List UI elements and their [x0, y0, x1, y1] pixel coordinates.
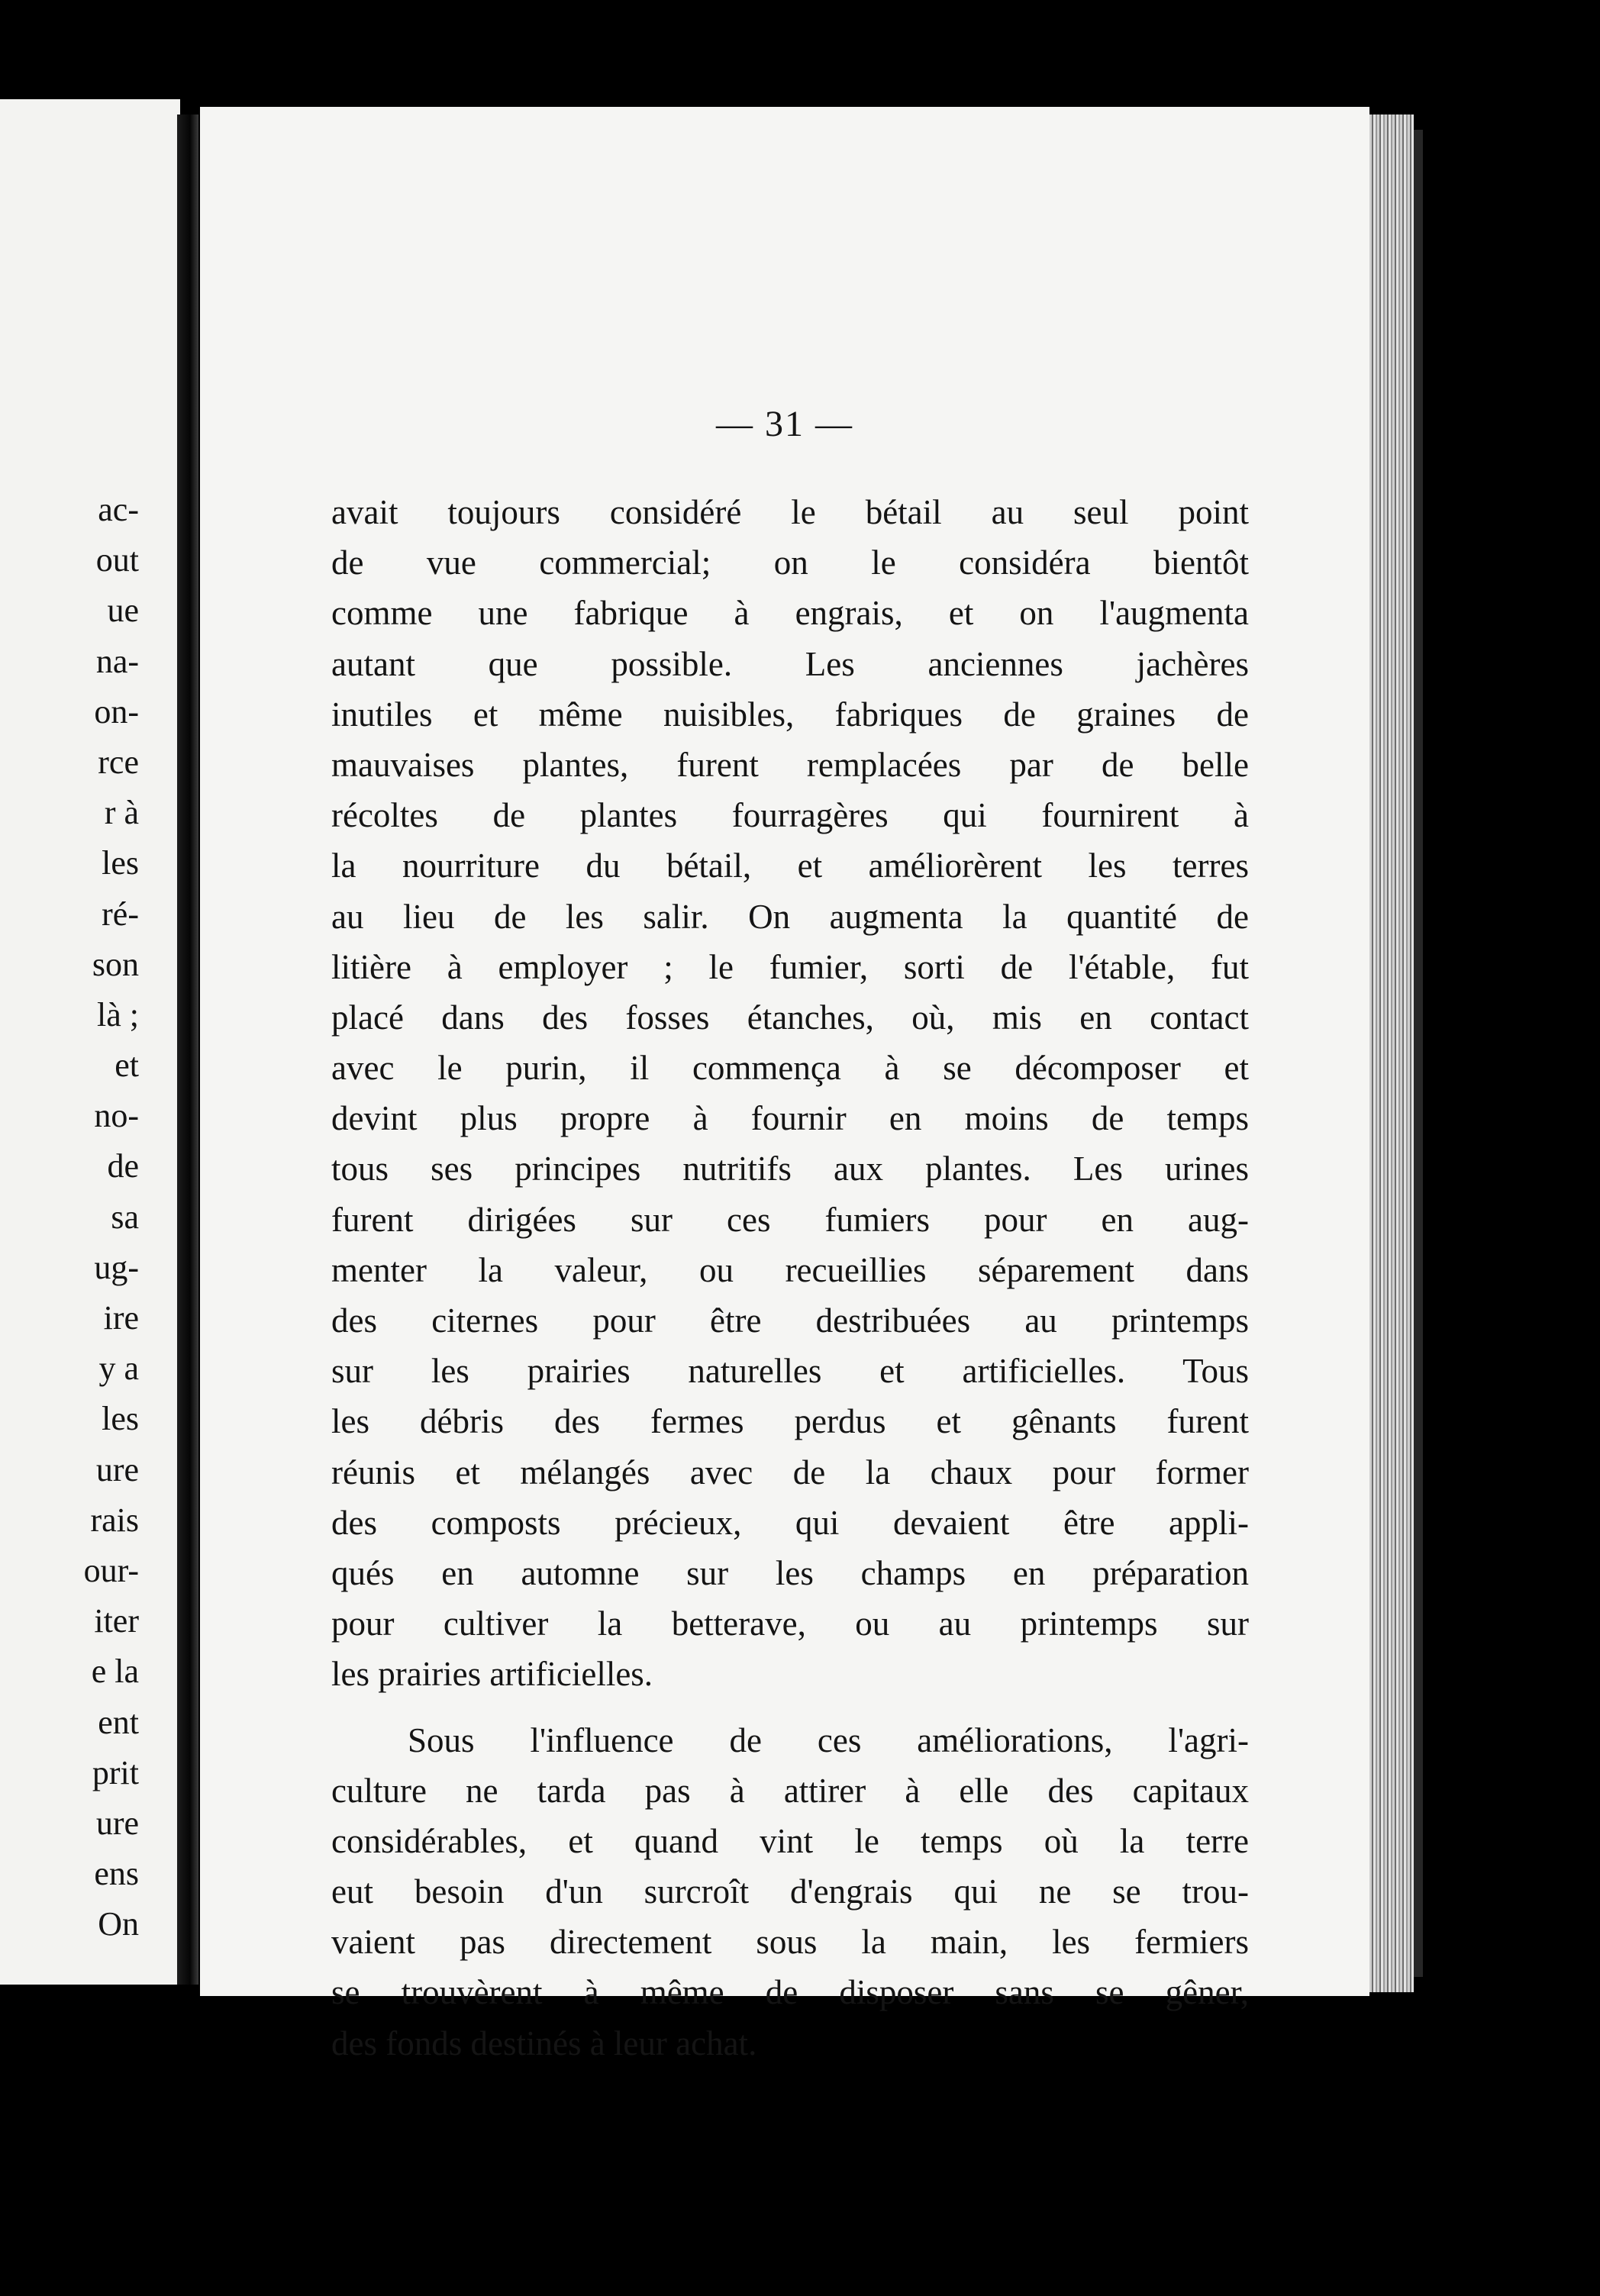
text-line: au lieu de les salir. On augmenta la quantité de: [331, 897, 1249, 936]
left-page: [0, 99, 180, 1985]
text-line: sur les prairies naturelles et artificielles. Tous: [331, 1352, 1249, 1391]
left-page-line-fragment: r à: [104, 794, 139, 832]
text-line: les débris des fermes perdus et gênants furent: [331, 1402, 1249, 1441]
text-line: autant que possible. Les anciennes jachères: [331, 644, 1249, 683]
left-page-line-fragment: ue: [107, 592, 139, 630]
left-page-line-fragment: là ;: [97, 995, 139, 1034]
left-page-line-fragment: on-: [94, 692, 139, 730]
text-line: eut besoin d'un surcroît d'engrais qui ne se trou-: [331, 1872, 1249, 1911]
text-line: les prairies artificielles.: [331, 1655, 653, 1694]
text-line: récoltes de plantes fourragères qui fournirent à: [331, 796, 1249, 835]
left-page-line-fragment: ure: [95, 1450, 139, 1488]
left-page-line-fragment: na-: [95, 642, 139, 680]
text-line: pour cultiver la betterave, ou au printemps sur: [331, 1604, 1249, 1643]
left-page-line-fragment: rce: [98, 743, 139, 781]
text-line: tous ses principes nutritifs aux plantes. Les urines: [331, 1150, 1249, 1188]
text-line: réunis et mélangés avec de la chaux pour former: [331, 1453, 1249, 1491]
text-line: des fonds destinés à leur achat.: [331, 2024, 757, 2062]
left-page-line-fragment: prit: [92, 1753, 139, 1791]
left-page-line-fragment: out: [95, 541, 139, 579]
text-line: furent dirigées sur ces fumiers pour en aug-: [331, 1200, 1249, 1239]
left-page-line-fragment: les: [102, 1400, 139, 1438]
left-page-line-fragment: no-: [94, 1097, 139, 1135]
left-page-line-fragment: y a: [98, 1350, 139, 1388]
paragraph-1: [331, 487, 1249, 1700]
text-line: mauvaises plantes, furent remplacées par de belle: [331, 745, 1249, 784]
text-line: des citernes pour être destribuées au printemps: [331, 1301, 1249, 1340]
left-page-line-fragment: son: [92, 945, 139, 983]
page-number: — 31 —: [716, 404, 853, 444]
page-body-text: [331, 487, 1249, 2069]
left-page-line-fragment: iter: [94, 1602, 139, 1640]
page-edges: [1369, 114, 1414, 1992]
text-line: se trouvèrent à même de disposer sans se gêner,: [331, 1973, 1249, 2012]
left-page-line-fragment: our-: [83, 1551, 139, 1589]
text-line: comme une fabrique à engrais, et on l'augmenta: [331, 594, 1249, 633]
left-page-line-fragment: les: [102, 844, 139, 882]
left-page-line-fragment: ure: [95, 1804, 139, 1842]
book-gutter: [177, 114, 198, 1985]
text-line: litière à employer ; le fumier, sorti de l'étable, fut: [331, 947, 1249, 986]
left-page-line-fragment: ent: [98, 1703, 139, 1741]
paragraph-spacer: [331, 1700, 1249, 1715]
text-line: devint plus propre à fournir en moins de temps: [331, 1099, 1249, 1138]
left-page-line-fragment: ug-: [94, 1248, 139, 1286]
left-page-line-fragment: On: [98, 1905, 139, 1943]
left-page-line-fragment: rais: [90, 1501, 139, 1539]
text-line: placé dans des fosses étanches, où, mis en contact: [331, 998, 1249, 1037]
left-page-line-fragment: de: [107, 1147, 139, 1185]
text-line: avec le purin, il commença à se décomposer et: [331, 1049, 1249, 1088]
left-page-text-fragments: [84, 485, 139, 1949]
left-page-line-fragment: e la: [91, 1653, 139, 1691]
left-page-line-fragment: sa: [111, 1198, 139, 1236]
left-page-line-fragment: ire: [103, 1299, 139, 1337]
text-line: la nourriture du bétail, et améliorèrent les terres: [331, 846, 1249, 885]
paragraph-2: [331, 1715, 1249, 2069]
text-line: des composts précieux, qui devaient être appli-: [331, 1503, 1249, 1542]
text-line: avait toujours considéré le bétail au seul point: [331, 493, 1249, 531]
left-page-line-fragment: et: [115, 1046, 139, 1085]
text-line: qués en automne sur les champs en préparation: [331, 1553, 1249, 1592]
left-page-line-fragment: ac-: [98, 491, 139, 528]
text-line: vaient pas directement sous la main, les fermiers: [331, 1923, 1249, 1962]
text-line: inutiles et même nuisibles, fabriques de graines de: [331, 695, 1249, 734]
text-line: culture ne tarda pas à attirer à elle des capitaux: [331, 1771, 1249, 1810]
text-line: de vue commercial; on le considéra bientôt: [331, 543, 1249, 582]
left-page-line-fragment: ens: [94, 1855, 139, 1893]
text-line: menter la valeur, ou recueillies séparement dans: [331, 1250, 1249, 1289]
left-page-line-fragment: ré-: [102, 895, 139, 933]
text-line: considérables, et quand vint le temps où la terre: [331, 1821, 1249, 1860]
right-page: [200, 107, 1369, 2062]
page-edge-shadow: [1414, 130, 1423, 1977]
text-line: Sous l'influence de ces améliorations, l'agri-: [408, 1720, 1249, 1759]
